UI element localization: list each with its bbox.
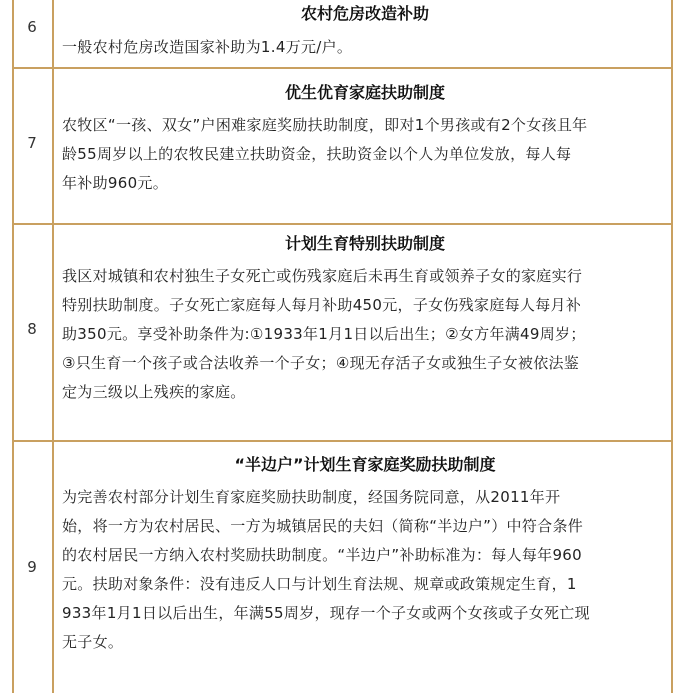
row-title: 优生优育家庭扶助制度 — [284, 83, 445, 102]
table-border-divider — [52, 0, 54, 693]
row-number: 9 — [27, 558, 37, 576]
row-separator — [12, 223, 673, 225]
row-separator — [12, 67, 673, 69]
table-border-right — [671, 0, 673, 693]
row-separator — [12, 440, 673, 442]
row-title: “半边户”计划生育家庭奖励扶助制度 — [234, 455, 496, 474]
row-number: 7 — [27, 134, 37, 152]
row-title: 计划生育特别扶助制度 — [284, 234, 445, 253]
table-row — [62, 451, 668, 657]
row-text: 一般农村危房改造国家补助为1.4万元/户。 — [62, 38, 353, 56]
table-row — [62, 230, 668, 407]
row-text: 为完善农村部分计划生育家庭奖励扶助制度，经国务院同意，从2011年开 始，将一方为农村居民、一方为城镇居民的夫妇（简称“半边户”）中符合条件 的农村居民一方纳入农村奖励扶助制度。“半边户”补助标准为：每人每年960 元。扶助对象条件：没有违反人口与计划生育法规、规章或政策规定生育，1 933年1月1日以后出生，年满55周岁，现存一个子女或两个女孩或子女死亡现 无子女。 — [62, 488, 590, 651]
row-number: 6 — [27, 18, 37, 36]
row-text: 农牧区“一孩、双女”户困难家庭奖励扶助制度，即对1个男孩或有2个女孩且年 龄55周岁以上的农牧民建立扶助资金，扶助资金以个人为单位发放，每人每 年补助960元。 — [62, 116, 588, 192]
table-row — [62, 79, 668, 198]
row-title: 农村危房改造补助 — [300, 4, 429, 23]
row-text: 我区对城镇和农村独生子女死亡或伤残家庭后未再生育或领养子女的家庭实行 特别扶助制度。子女死亡家庭每人每月补助450元，子女伤残家庭每人每月补 助350元。享受补助条件为:①1933年1月1日以后出生；②女方年满49周岁； ③只生育一个孩子或合法收养一个子女；④现无存活子女或独生子女被依法鉴 定为三级以上残疾的家庭。 — [62, 267, 586, 401]
table-border-left — [12, 0, 14, 693]
table-row — [62, 0, 668, 62]
row-number: 8 — [27, 320, 37, 338]
